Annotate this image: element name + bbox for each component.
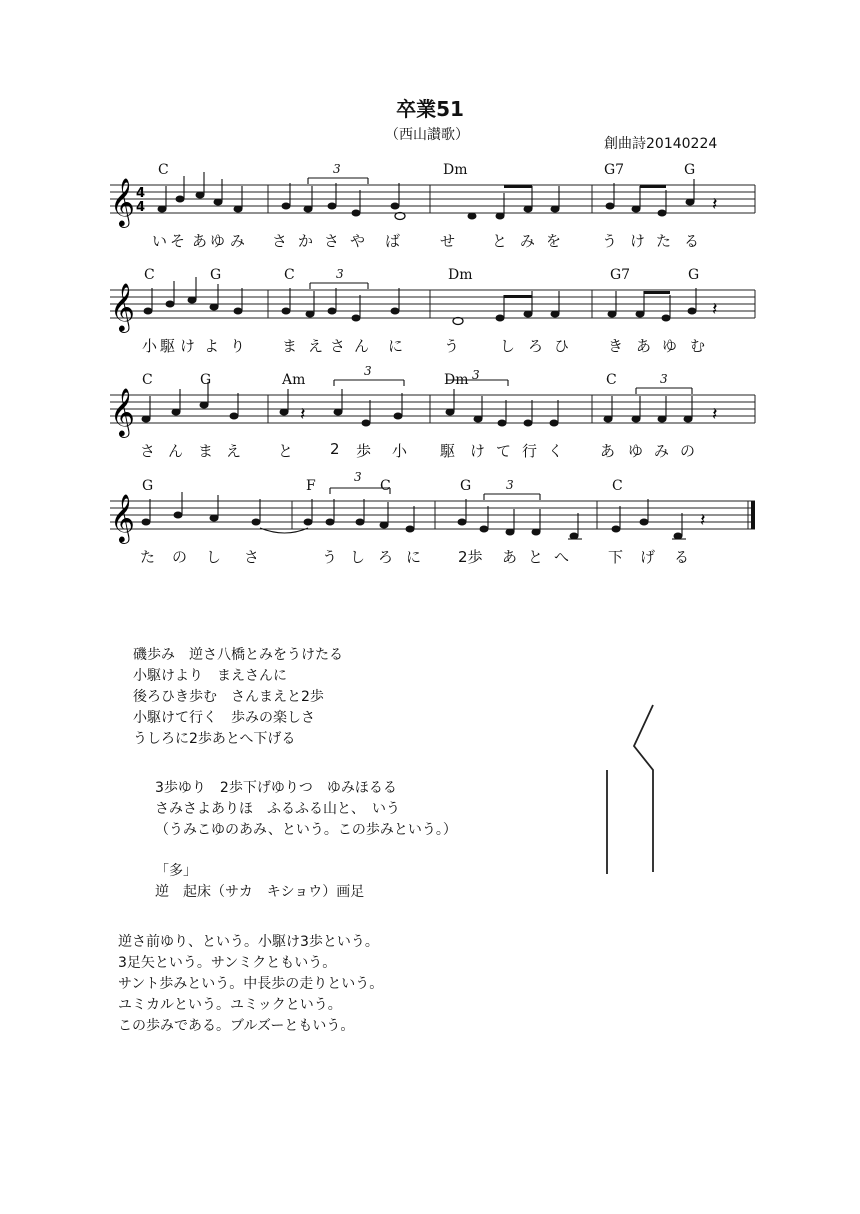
chord: C — [606, 372, 617, 388]
rest-icon: 𝄽 — [700, 510, 706, 531]
lyric: 駆 — [160, 337, 176, 355]
lyric: と — [492, 232, 508, 250]
lyric: む — [690, 337, 706, 355]
verse-3 — [118, 932, 383, 1037]
chord: G7 — [610, 267, 631, 283]
staff-system-3 — [100, 364, 760, 465]
treble-clef-icon: 𝄞 — [110, 387, 135, 436]
lyric: の — [172, 548, 188, 566]
lyric: ろ — [378, 548, 394, 566]
rest-icon: 𝄽 — [712, 194, 718, 215]
chord: C — [142, 372, 153, 388]
lyric: く — [548, 442, 564, 460]
lyric: さ — [140, 442, 156, 460]
staff-system-1 — [100, 160, 760, 255]
svg-text:4: 4 — [136, 186, 146, 201]
lyric: さ — [324, 232, 340, 250]
verse-line: 後ろひき歩む さんまえと2歩 — [133, 689, 324, 705]
lyric: た — [656, 232, 672, 250]
lyric: た — [140, 548, 156, 566]
lyric: 駆 — [440, 442, 456, 460]
chord: C — [284, 267, 295, 283]
note-line: 「多」 — [155, 863, 197, 879]
lyric: し — [206, 548, 222, 566]
lyric: に — [388, 337, 404, 355]
lyric: り — [230, 337, 246, 355]
rest-icon: 𝄽 — [712, 299, 718, 320]
lyric: け — [470, 442, 486, 460]
lyric: ん — [354, 337, 370, 355]
verse-line: うしろに2歩あとへ下げる — [133, 731, 296, 747]
lyric: さ — [272, 232, 288, 250]
verse-line: さみさよありほ ふるふる山と、 いう — [155, 801, 400, 817]
lyric: と — [278, 442, 294, 460]
lyric: 2 — [330, 440, 340, 458]
chord: C — [612, 478, 623, 494]
lyric: 2歩 — [458, 548, 483, 566]
lyric: ゆ — [662, 337, 678, 355]
lyric: う — [602, 232, 618, 250]
verse-line: 3足矢という。サンミクともいう。 — [118, 955, 337, 971]
lyric: み — [230, 232, 246, 250]
lyric: い — [152, 232, 168, 250]
lyric: て — [496, 442, 512, 460]
lyric: ゆ — [628, 442, 644, 460]
chord: G — [460, 478, 472, 494]
chord: Dm — [448, 267, 473, 283]
lyric: る — [674, 548, 690, 566]
rest-icon: 𝄽 — [300, 404, 306, 425]
lyric: 小 — [142, 337, 158, 355]
song-subtitle: （西山讃歌） — [385, 127, 469, 143]
chord: G — [688, 267, 700, 283]
note-line: 逆 起床（サカ キショウ）画足 — [155, 884, 365, 900]
song-credit: 創曲詩20140224 — [604, 136, 718, 152]
verse-line: 磯歩み 逆さ八橋とみをうけたる — [133, 647, 343, 663]
staff-system-4 — [100, 470, 760, 571]
verse-line: サント歩みという。中長歩の走りという。 — [118, 976, 384, 992]
lyric: 下 — [608, 548, 624, 566]
staff-lines — [100, 265, 760, 360]
lyric: げ — [640, 548, 656, 566]
lyric: に — [406, 548, 422, 566]
lyric: あ — [636, 337, 652, 355]
lyric: え — [226, 442, 242, 460]
tuplet-number: 3 — [472, 368, 480, 382]
lyric: う — [444, 337, 460, 355]
final-barline — [751, 501, 755, 529]
chord: C — [144, 267, 155, 283]
verse-line: この歩みである。ブルズーともいう。 — [118, 1018, 355, 1034]
lyric: よ — [204, 337, 220, 355]
lyric: さ — [330, 337, 346, 355]
verse-1 — [133, 645, 343, 750]
lyric: の — [680, 442, 696, 460]
lyric: み — [520, 232, 536, 250]
line-drawing-figure — [600, 700, 670, 880]
verse-line: ユミカルという。ユミックという。 — [118, 997, 342, 1013]
chord: F — [306, 478, 316, 494]
lyric: と — [528, 548, 544, 566]
chord: G — [200, 372, 212, 388]
tuplet-number: 3 — [354, 470, 362, 484]
chord: C — [158, 162, 169, 178]
lyric: あ — [600, 442, 616, 460]
verse-line: 小駆けて行く 歩みの楽しさ — [133, 710, 315, 726]
svg-text:4: 4 — [136, 200, 146, 215]
staff-lines — [100, 476, 760, 571]
lyric: を — [546, 232, 562, 250]
tuplet-number: 3 — [660, 372, 668, 386]
lyric: ゆ — [210, 232, 226, 250]
verse-line: 逆さ前ゆり、という。小駆け3歩という。 — [118, 934, 379, 950]
treble-clef-icon: 𝄞 — [110, 177, 135, 226]
notes — [155, 861, 364, 903]
lyric: み — [654, 442, 670, 460]
lyric: さ — [244, 548, 260, 566]
lyric: け — [630, 232, 646, 250]
tuplet-number: 3 — [506, 478, 514, 492]
chord: C — [380, 478, 391, 494]
lyric: せ — [440, 232, 456, 250]
staff-system-2 — [100, 265, 760, 360]
lyric: 行 — [522, 442, 538, 460]
treble-clef-icon: 𝄞 — [110, 282, 135, 331]
song-title: 卒業51 — [396, 97, 464, 121]
lyric: け — [180, 337, 196, 355]
chord: G7 — [604, 162, 625, 178]
lyric: 小 — [392, 442, 408, 460]
lyric: ろ — [528, 337, 544, 355]
lyric: か — [298, 232, 314, 250]
chord: Dm — [443, 162, 468, 178]
lyric: し — [350, 548, 366, 566]
chord: G — [142, 478, 154, 494]
lyric: 歩 — [356, 442, 372, 460]
lyric: ひ — [554, 337, 570, 355]
lyric: る — [684, 232, 700, 250]
tuplet-number: 3 — [333, 162, 341, 176]
treble-clef-icon: 𝄞 — [110, 493, 135, 542]
lyric: あ — [192, 232, 208, 250]
chord: Am — [282, 372, 306, 388]
rest-icon: 𝄽 — [712, 404, 718, 425]
lyric: ま — [282, 337, 298, 355]
verse-line: 3歩ゆり 2歩下げゆりつ ゆみほるる — [155, 780, 397, 796]
lyric: う — [322, 548, 338, 566]
tuplet-number: 3 — [336, 267, 344, 281]
verse-2 — [155, 778, 457, 841]
lyric: ま — [198, 442, 214, 460]
chord: G — [684, 162, 696, 178]
lyric: ば — [385, 232, 401, 250]
lyric: そ — [170, 232, 186, 250]
lyric: ん — [168, 442, 184, 460]
lyric: え — [308, 337, 324, 355]
lyric: へ — [554, 548, 570, 566]
verse-line: （うみこゆのあみ、という。この歩みという。） — [155, 822, 457, 838]
chord: Dm — [444, 372, 469, 388]
lyric: き — [608, 337, 624, 355]
lyric: あ — [502, 548, 518, 566]
tuplet-number: 3 — [364, 364, 372, 378]
lyric: し — [500, 337, 516, 355]
chord: G — [210, 267, 222, 283]
verse-line: 小駆けより まえさんに — [133, 668, 287, 684]
lyric: や — [350, 232, 366, 250]
